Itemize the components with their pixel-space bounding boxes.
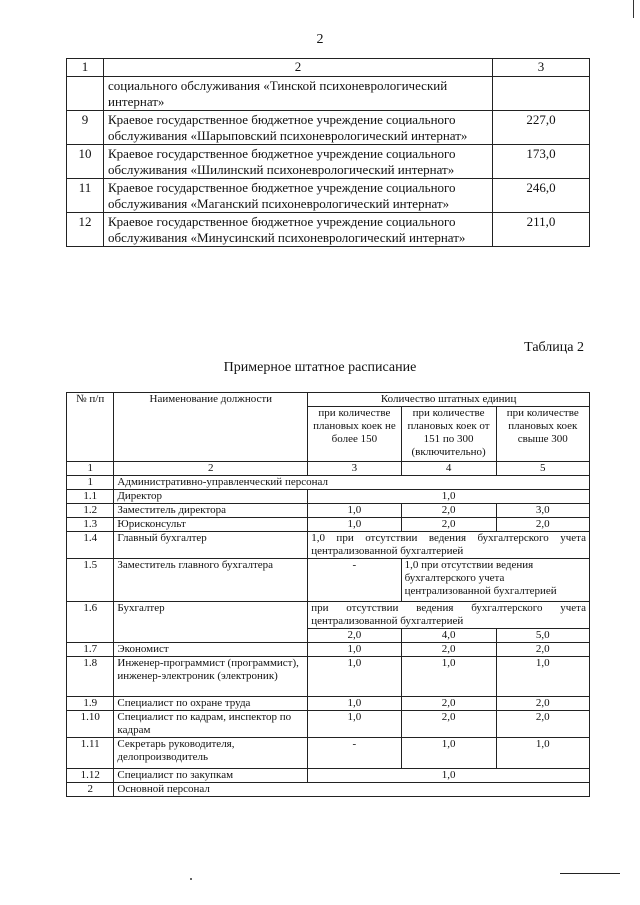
staff-value-b: 2,0 <box>401 697 496 711</box>
row-number: 1 <box>67 476 114 490</box>
staff-value-a: 1,0 <box>308 711 401 738</box>
staff-value-b: 2,0 <box>401 711 496 738</box>
table-row <box>67 769 590 783</box>
staff-value-c: 2,0 <box>496 697 589 711</box>
position-name: Заместитель директора <box>114 504 308 518</box>
table-row <box>67 643 590 657</box>
staff-value-c: 5,0 <box>496 629 589 643</box>
staff-value-a: 1,0 <box>308 518 401 532</box>
corner-mark <box>633 0 634 18</box>
staff-value-c: 2,0 <box>496 643 589 657</box>
institution-name: социального обслуживания «Тинской психоневрологический интернат» <box>104 77 493 111</box>
row-number: 10 <box>67 145 104 179</box>
row-number: 1.11 <box>67 738 114 769</box>
index-cell: 5 <box>496 462 589 476</box>
row-number: 9 <box>67 111 104 145</box>
staff-value-c: 1,0 <box>496 657 589 697</box>
row-number: 1.3 <box>67 518 114 532</box>
table-number: Таблица 2 <box>524 340 584 355</box>
position-name: Главный бухгалтер <box>114 532 308 559</box>
position-name: Юрисконсульт <box>114 518 308 532</box>
table-row <box>67 111 590 145</box>
col-group-header: Количество штатных единиц <box>308 393 590 407</box>
col-num-header: № п/п <box>67 393 114 462</box>
section-row <box>67 476 590 490</box>
header-cell: 2 <box>104 59 493 77</box>
header-cell: 1 <box>67 59 104 77</box>
table-row <box>67 711 590 738</box>
scan-dot <box>190 878 192 880</box>
col-c-header: при количестве плановых коек свыше 300 <box>496 407 589 462</box>
table-header-row <box>67 59 590 77</box>
staff-value-a: - <box>308 738 401 769</box>
staff-value-a: 1,0 <box>308 643 401 657</box>
table-row <box>67 697 590 711</box>
staff-value: 1,0 <box>308 769 590 783</box>
table-row <box>67 490 590 504</box>
table-row <box>67 77 590 111</box>
staff-value-a: 1,0 <box>308 657 401 697</box>
staff-value-c: 2,0 <box>496 711 589 738</box>
table-row <box>67 532 590 559</box>
signature-line <box>560 873 620 874</box>
row-value: 246,0 <box>493 179 590 213</box>
position-name: Бухгалтер <box>114 602 308 643</box>
institution-name: Краевое государственное бюджетное учреждение социального обслуживания «Шарыповский психоневрологический интернат» <box>104 111 493 145</box>
row-number: 1.8 <box>67 657 114 697</box>
position-name: Секретарь руководителя, делопроизводитель <box>114 738 308 769</box>
position-name: Заместитель главного бухгалтера <box>114 559 308 602</box>
row-value: 173,0 <box>493 145 590 179</box>
staff-value-b: 2,0 <box>401 504 496 518</box>
row-number: 1.7 <box>67 643 114 657</box>
row-number: 1.9 <box>67 697 114 711</box>
table-row <box>67 602 590 629</box>
institution-name: Краевое государственное бюджетное учреждение социального обслуживания «Минусинский психоневрологический интернат» <box>104 213 493 247</box>
row-value: 227,0 <box>493 111 590 145</box>
position-name: Экономист <box>114 643 308 657</box>
staff-value-c: 2,0 <box>496 518 589 532</box>
row-number: 1.1 <box>67 490 114 504</box>
position-name: Инженер-программист (программист), инженер-электроник (электроник) <box>114 657 308 697</box>
col-a-header: при количестве плановых коек не более 150 <box>308 407 401 462</box>
index-cell: 3 <box>308 462 401 476</box>
row-number: 12 <box>67 213 104 247</box>
staff-value-a: 1,0 <box>308 504 401 518</box>
row-number: 11 <box>67 179 104 213</box>
section-title: Административно-управленческий персонал <box>114 476 590 490</box>
staff-value-b: 4,0 <box>401 629 496 643</box>
staff-value-b: 2,0 <box>401 643 496 657</box>
header-cell: 3 <box>493 59 590 77</box>
institution-name: Краевое государственное бюджетное учреждение социального обслуживания «Шилинский психоневрологический интернат» <box>104 145 493 179</box>
institution-name: Краевое государственное бюджетное учреждение социального обслуживания «Маганский психоневрологический интернат» <box>104 179 493 213</box>
index-row <box>67 462 590 476</box>
staff-value-c: 3,0 <box>496 504 589 518</box>
staff-value: 1,0 <box>308 490 590 504</box>
staff-note: 1,0 при отсутствии ведения бухгалтерского учета централизованной бухгалтерией <box>401 559 589 602</box>
position-name: Директор <box>114 490 308 504</box>
row-value: 211,0 <box>493 213 590 247</box>
table-row <box>67 145 590 179</box>
position-name: Специалист по кадрам, инспектор по кадрам <box>114 711 308 738</box>
staff-value-b: 2,0 <box>401 518 496 532</box>
row-number: 2 <box>67 783 114 797</box>
row-number <box>67 77 104 111</box>
staff-value-a: 2,0 <box>308 629 401 643</box>
row-number: 1.6 <box>67 602 114 643</box>
col-b-header: при количестве плановых коек от 151 по 300 (включительно) <box>401 407 496 462</box>
staff-value-b: 1,0 <box>401 738 496 769</box>
page-number: 2 <box>316 32 324 47</box>
position-name: Специалист по охране труда <box>114 697 308 711</box>
table-row <box>67 657 590 697</box>
index-cell: 1 <box>67 462 114 476</box>
index-cell: 4 <box>401 462 496 476</box>
table-row <box>67 559 590 602</box>
table-row <box>67 518 590 532</box>
staff-value-c: 1,0 <box>496 738 589 769</box>
section-row <box>67 783 590 797</box>
col-name-header: Наименование должности <box>114 393 308 462</box>
staff-note: 1,0 при отсутствии ведения бухгалтерского учета централизованной бухгалтерией <box>308 532 590 559</box>
table-row <box>67 738 590 769</box>
section-title: Основной персонал <box>114 783 590 797</box>
row-number: 1.10 <box>67 711 114 738</box>
staff-value-a: 1,0 <box>308 697 401 711</box>
institutions-table <box>66 58 590 247</box>
staff-note: при отсутствии ведения бухгалтерского учета централизованной бухгалтерией <box>308 602 590 629</box>
table-row <box>67 179 590 213</box>
row-number: 1.2 <box>67 504 114 518</box>
row-number: 1.4 <box>67 532 114 559</box>
table-title: Примерное штатное расписание <box>223 360 417 375</box>
staff-value-a: - <box>308 559 401 602</box>
row-value <box>493 77 590 111</box>
index-cell: 2 <box>114 462 308 476</box>
position-name: Специалист по закупкам <box>114 769 308 783</box>
row-number: 1.5 <box>67 559 114 602</box>
staff-value-b: 1,0 <box>401 657 496 697</box>
staffing-table <box>66 392 590 797</box>
row-number: 1.12 <box>67 769 114 783</box>
header-row <box>67 393 590 407</box>
table-row <box>67 504 590 518</box>
table-row <box>67 213 590 247</box>
